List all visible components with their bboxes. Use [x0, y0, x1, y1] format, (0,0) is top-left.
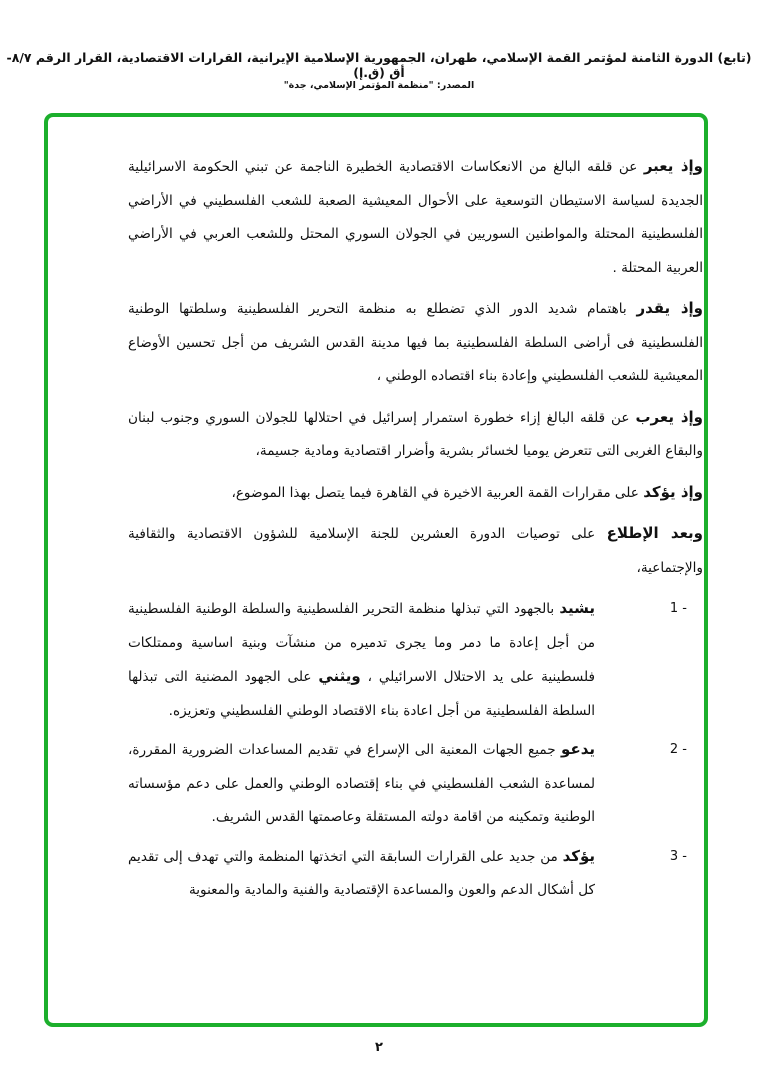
item-body: على الجهود المضنية التى تبذلها السلطة الفلسطينية من أجل اعادة بناء الاقتصاد الوطني الفلسطيني وتعزيزه.: [128, 669, 595, 719]
item-number: 3 -: [669, 848, 687, 864]
item-lead: يشيد: [559, 599, 595, 617]
paragraph-lead: وإذ يؤكد: [643, 482, 703, 501]
item-body: بالجهود التي تبذلها منظمة التحرير الفلسطينية والسلطة الوطنية الفلسطينية من أجل إعادة ما دمر وما يجرى تدميره من منشآت وبنية اساسية وممتلكات فلسطينية على يد الاحتلال الاسرائيلي ،: [128, 601, 596, 685]
operative-item: [128, 592, 687, 728]
paragraph-lead: وإذ يقدر: [636, 299, 703, 317]
item-lead: ويثني: [318, 667, 361, 685]
paragraph-body: عن قلقه البالغ إزاء خطورة استمرار إسرائيل في احتلالها للجولان السوري وجنوب لبنان والبقاع الغربى التى تتعرض يوميا لخسائر بشرية وأضرار اقتصادية ومادية جسيمة،: [128, 409, 703, 459]
paragraph-lead: وإذ يعرب: [635, 407, 703, 426]
preamble-paragraph: [128, 476, 703, 511]
document-body: [128, 150, 703, 913]
operative-item: [128, 840, 687, 908]
operative-item: [128, 733, 687, 835]
item-lead: يؤكد: [562, 846, 595, 865]
paragraph-lead: وبعد الإطلاع: [606, 524, 703, 542]
item-body: جميع الجهات المعنية الى الإسراع في تقديم المساعدات الضرورية المقررة، لمساعدة الشعب الفلسطيني في بناء إقتصاده الوطني والعمل على دعم مؤسساته الوطنية وتمكينه من اقامة دولته المستقلة وعاصمتها القدس الشريف.: [128, 742, 595, 825]
item-lead: يدعو: [561, 740, 595, 758]
paragraph-body: عن قلقه البالغ من الانعكاسات الاقتصادية الخطيرة الناجمة عن تبني الحكومة الاسرائيلية الجديدة لسياسة الاستيطان التوسعية على الأحوال المعيشية الصعبة للشعب الفلسطيني في الأراضي الفلسطينية المحتلة والمواطنين السوريين في الجولان السوري المحتل وللشعب العربي في الأراضي العربية المحتلة .: [128, 159, 703, 276]
paragraph-body: على مقرارات القمة العربية الاخيرة في القاهرة فيما يتصل بهذا الموضوع،: [231, 484, 644, 501]
preamble-paragraph: [128, 292, 703, 394]
page-number: ٢: [375, 1040, 383, 1055]
document-header-title: (تابع) الدورة الثامنة لمؤتمر القمة الإسلامي، طهران، الجمهورية الإسلامية الإيرانية، القرارات الاقتصادية، القرار الرقم ٨/٧-أق (ق.إ): [6, 50, 752, 80]
preamble-paragraph: [128, 401, 703, 469]
paragraph-body: على توصيات الدورة العشرين للجنة الإسلامية للشؤون الاقتصادية والثقافية والإجتماعية،: [128, 526, 703, 576]
item-body: من جديد على القرارات السابقة التي اتخذتها المنظمة والتي تهدف إلى تقديم كل أشكال الدعم والعون والمساعدة الإقتصادية والفنية والمادية والمعنوية: [128, 848, 595, 898]
preamble-paragraph: [128, 150, 703, 285]
preamble-paragraph: [128, 517, 703, 585]
operative-list: [128, 592, 687, 908]
paragraph-body: باهتمام شديد الدور الذي تضطلع به منظمة التحرير الفلسطينية وسلطتها الوطنية الفلسطينية فى أراضى السلطة الفلسطينية بما فيها مدينة القدس الشريف من أجل تحسين الأوضاع المعيشية للشعب الفلسطيني وإعادة بناء اقتصاده الوطني ،: [128, 301, 703, 384]
item-number: 1 -: [669, 601, 687, 616]
item-number: 2 -: [669, 742, 687, 757]
paragraph-lead: وإذ يعبر: [643, 157, 703, 175]
document-source: المصدر: "منظمة المؤتمر الإسلامي، جدة": [283, 80, 475, 91]
